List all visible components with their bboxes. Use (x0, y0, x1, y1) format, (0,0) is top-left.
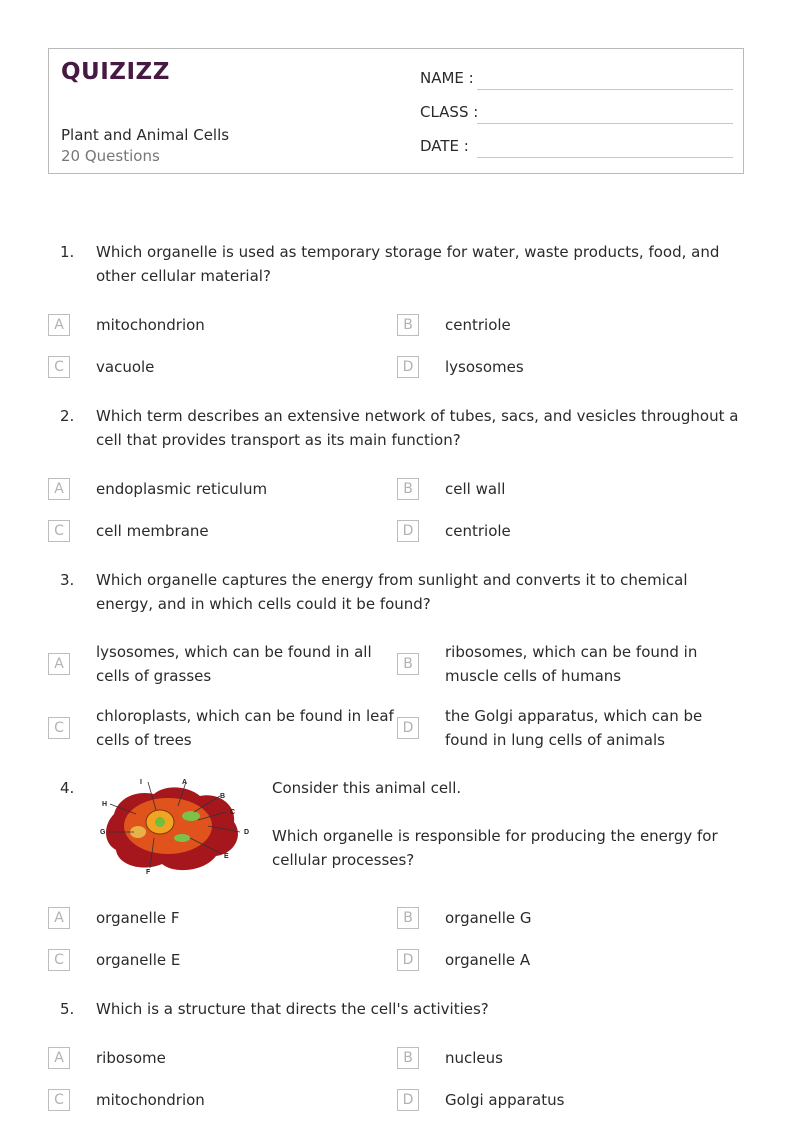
date-label: DATE : (420, 137, 469, 155)
question-1-number: 1. (60, 243, 75, 261)
option-2b: cell wall (445, 480, 506, 498)
option-3d: the Golgi apparatus, which can be found in lung cells of animals (445, 707, 703, 749)
option-box-5c[interactable]: C (48, 1089, 70, 1111)
diagram-label-f: F (146, 869, 151, 876)
option-1b: centriole (445, 316, 511, 334)
class-line[interactable] (477, 123, 733, 124)
option-3c: chloroplasts, which can be found in leaf cells of trees (96, 707, 394, 749)
option-box-4d[interactable]: D (397, 949, 419, 971)
option-2c: cell membrane (96, 522, 209, 540)
option-4c: organelle E (96, 951, 181, 969)
worksheet-header (48, 48, 744, 174)
diagram-label-i: I (140, 779, 142, 786)
option-box-4a[interactable]: A (48, 907, 70, 929)
question-1-text: Which organelle is used as temporary storage for water, waste products, food, and other cellular material? (96, 243, 720, 285)
diagram-label-e: E (224, 853, 229, 860)
option-box-2b[interactable]: B (397, 478, 419, 500)
option-box-5a[interactable]: A (48, 1047, 70, 1069)
question-4-number: 4. (60, 779, 75, 797)
option-2a: endoplasmic reticulum (96, 480, 268, 498)
worksheet-title: Plant and Animal Cells (61, 126, 230, 144)
option-1c: vacuole (96, 358, 155, 376)
question-3-number: 3. (60, 571, 75, 589)
question-4-intro: Consider this animal cell. (272, 779, 462, 797)
option-box-3c[interactable]: C (48, 717, 70, 739)
option-box-5d[interactable]: D (397, 1089, 419, 1111)
option-box-3a[interactable]: A (48, 653, 70, 675)
option-box-3d[interactable]: D (397, 717, 419, 739)
option-4a: organelle F (96, 909, 180, 927)
option-box-2d[interactable]: D (397, 520, 419, 542)
diagram-label-a: A (182, 779, 188, 786)
question-3-text: Which organelle captures the energy from sunlight and converts it to chemical energy, and in which cells could it be found? (96, 571, 688, 613)
option-1d: lysosomes (445, 358, 524, 376)
option-box-2a[interactable]: A (48, 478, 70, 500)
name-line[interactable] (477, 89, 733, 90)
option-1a: mitochondrion (96, 316, 205, 334)
question-count: 20 Questions (61, 147, 160, 165)
diagram-label-b: B (220, 793, 226, 800)
diagram-label-d: D (244, 829, 250, 836)
diagram-label-g: G (100, 829, 106, 836)
diagram-label-h: H (102, 801, 108, 808)
option-5d: Golgi apparatus (445, 1091, 565, 1109)
option-4b: organelle G (445, 909, 532, 927)
option-box-1c[interactable]: C (48, 356, 70, 378)
option-box-5b[interactable]: B (397, 1047, 419, 1069)
mitochondrion-2 (174, 834, 190, 842)
question-4-text: Which organelle is responsible for producing the energy for cellular processes? (272, 827, 718, 869)
nucleolus (155, 817, 165, 827)
option-box-1a[interactable]: A (48, 314, 70, 336)
name-label: NAME : (420, 69, 474, 87)
option-3a: lysosomes, which can be found in all cells of grasses (96, 643, 372, 685)
question-2-text: Which term describes an extensive network of tubes, sacs, and vesicles throughout a cell that provides transport as its main function? (96, 407, 739, 449)
diagram-label-c: C (230, 809, 236, 816)
option-5c: mitochondrion (96, 1091, 205, 1109)
question-5-number: 5. (60, 1000, 75, 1018)
class-label: CLASS : (420, 103, 479, 121)
animal-cell-diagram (96, 776, 256, 878)
option-box-3b[interactable]: B (397, 653, 419, 675)
quizizz-logo: QUIZIZZ (61, 59, 170, 85)
question-5-text: Which is a structure that directs the cell's activities? (96, 1000, 489, 1018)
option-box-1b[interactable]: B (397, 314, 419, 336)
option-box-1d[interactable]: D (397, 356, 419, 378)
option-2d: centriole (445, 522, 511, 540)
option-box-4c[interactable]: C (48, 949, 70, 971)
option-box-4b[interactable]: B (397, 907, 419, 929)
mitochondrion-1 (182, 811, 200, 821)
date-line[interactable] (477, 157, 733, 158)
option-5a: ribosome (96, 1049, 166, 1067)
option-box-2c[interactable]: C (48, 520, 70, 542)
option-3b: ribosomes, which can be found in muscle cells of humans (445, 643, 698, 685)
question-2-number: 2. (60, 407, 75, 425)
option-5b: nucleus (445, 1049, 503, 1067)
option-4d: organelle A (445, 951, 531, 969)
